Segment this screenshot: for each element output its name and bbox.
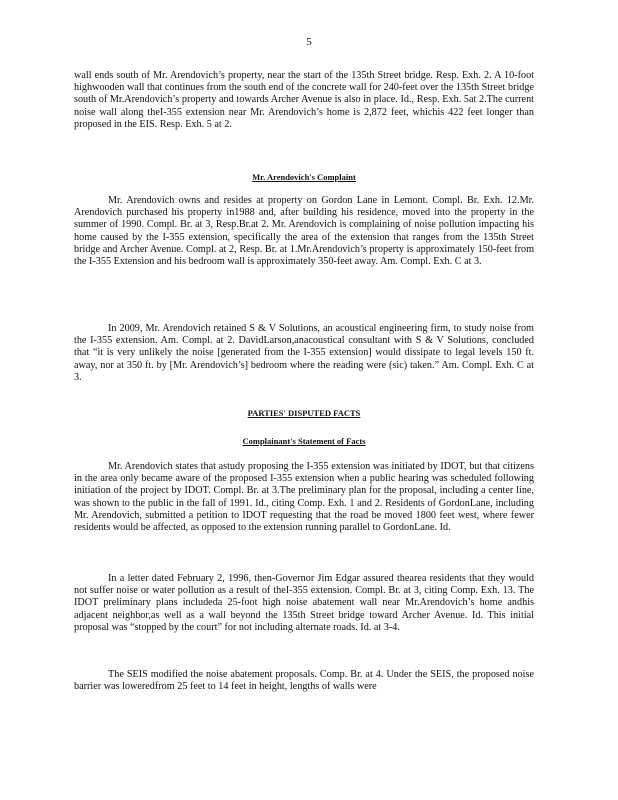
paragraph-top [74, 70, 534, 131]
paragraph-text: Mr. Arendovich owns and resides at property on Gordon Lane in Lemont. Compl. Br. Exh. 12.Mr. Arendovich purchased his property in1988 and, after building his residence, moved into the property in the summer of 1990. Compl. Br. at 3, Resp.Br.at 2. Mr. Arendovich is complaining of noise pollution impacting his home caused by the I-355 extension, specifically the area of the extension that ranges from the 135th Street bridge and Archer Avenue. Compl. at 2, Resp. Br. at 1.Mr.Arendovich’s property is approximately 150-feet from the I-355 Extension and his bedroom wall is approximately 350-feet away. Am. Compl. Exh. C at 3. [74, 195, 534, 268]
paragraph-complaint-2 [74, 323, 534, 384]
heading-text: Mr. Arendovich's Complaint [252, 172, 356, 182]
paragraph-facts-1 [74, 461, 534, 534]
section-heading-complaint [74, 172, 534, 182]
heading-text: Complainant's Statement of Facts [242, 436, 366, 446]
paragraph-facts-2 [74, 573, 534, 634]
paragraph-text: Mr. Arendovich states that astudy proposing the I-355 extension was initiated by IDOT, but that citizens in the area only became aware of the proposed I-355 extension when a public hearing was scheduled following initiation of the project by IDOT. Compl. Br. at 3.The preliminary plan for the proposal, including a center line, was shown to the public in the fall of 1991. Id., citing Comp. Exh. 1 and 2. Residents of GordonLane, including Mr. Arendovich, submitted a petition to IDOT requesting that the road be moved 1800 feet west, where fewer residents would be affected, as opposed to the extension running parallel to GordonLane. Id. [74, 461, 534, 534]
page-number: 5 [306, 36, 312, 48]
paragraph-text: In a letter dated February 2, 1996, then-Governor Jim Edgar assured thearea residents that they would not suffer noise or water pollution as a result of theI-355 extension. Compl. Br. at 3, citing Comp. Exh. 13. The IDOT preliminary plans includeda 25-foot high noise abatement wall near Mr.Arendovich’s home andhis adjacent neighbor,as well as a wall beyond the 135th Street bridge toward Archer Avenue. Id. This initial proposal was “stopped by the court” for not including alternate roads. Id. at 3-4. [74, 573, 534, 633]
paragraph-facts-3 [74, 669, 534, 693]
section-heading-disputed-facts [74, 408, 534, 418]
paragraph-text: wall ends south of Mr. Arendovich’s property, near the start of the 135th Street bridge. Resp. Exh. 2. A 10-foot highwooden wall that continues from the south end of the concrete wall for 240-feet over the 135th Street bridge south of Mr.Arendovich’s property and towards Archer Avenue is also in place. Id., Resp. Exh. 5at 2.The current noise wall along theI-355 extension near Mr. Arendovich’s home is 2,872 feet, whichis 422 feet longer than proposed in the EIS. Resp. Exh. 5 at 2. [74, 70, 534, 130]
paragraph-text: The SEIS modified the noise abatement proposals. Comp. Br. at 4. Under the SEIS, the proposed noise barrier was loweredfrom 25 feet to 14 feet in height, lengths of walls were [74, 669, 534, 693]
heading-text: PARTIES' DISPUTED FACTS [247, 408, 361, 418]
paragraph-text: In 2009, Mr. Arendovich retained S & V Solutions, an acoustical engineering firm, to study noise from the I-355 extension. Am. Compl. at 2. DavidLarson,anacoustical consultant with S & V Solutions, concluded that “it is very unlikely the noise [generated from the I-355 extension] would dissipate to legal levels 150 ft. away, nor at 350 ft. by [Mr. Arendovich’s] bedroom where the reading were (sic) taken.” Am. Compl. Exh. C at 3. [74, 323, 534, 383]
section-heading-statement-of-facts [74, 436, 534, 446]
paragraph-complaint-1 [74, 195, 534, 268]
